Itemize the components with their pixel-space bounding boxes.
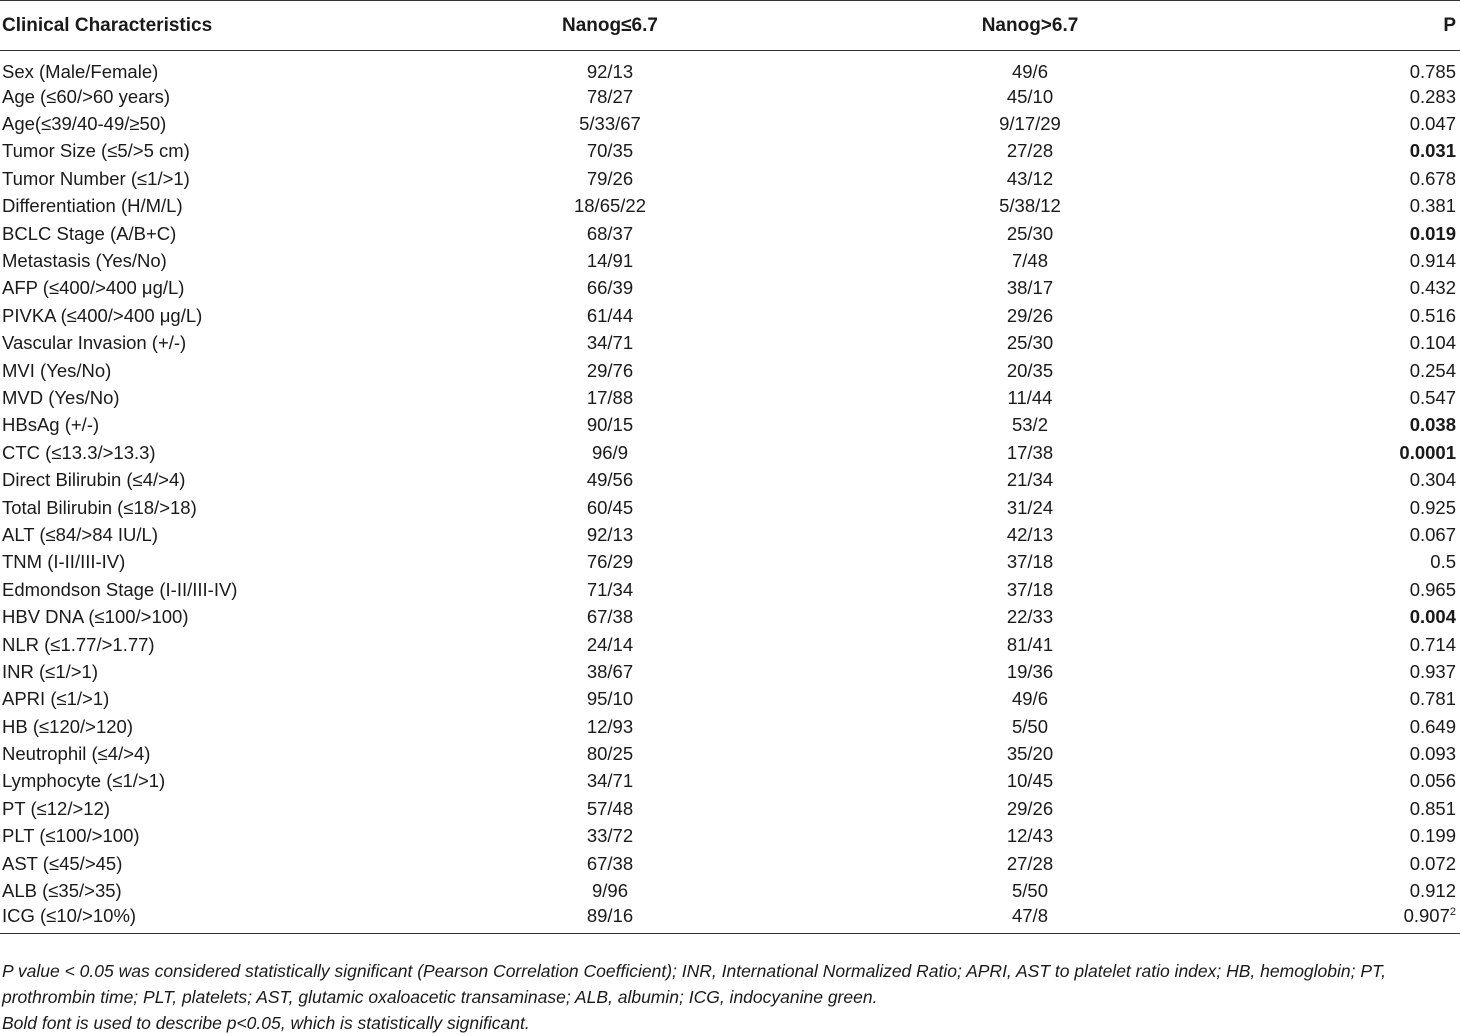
row-nanog-low-value: 96/9 <box>591 441 628 463</box>
row-nanog-high-value: 27/28 <box>1006 140 1054 162</box>
row-characteristic: Differentiation (H/M/L) <box>2 195 183 217</box>
row-nanog-low-value: 92/13 <box>586 61 634 82</box>
p-value-text: 0.199 <box>1409 825 1456 847</box>
p-value-text: 0.304 <box>1409 469 1456 491</box>
row-characteristic: Lymphocyte (≤1/>1) <box>2 770 166 792</box>
row-nanog-low-value: 29/76 <box>586 359 634 381</box>
header-p-value: P <box>1250 1 1460 51</box>
row-p-value <box>1250 193 1460 220</box>
row-nanog-high-value: 5/38/12 <box>999 195 1061 217</box>
row-nanog-high-value: 37/18 <box>1006 551 1054 573</box>
row-nanog-low-value: 9/96 <box>591 880 628 902</box>
row-nanog-low-value: 92/13 <box>586 523 634 545</box>
header-clinical-characteristics: Clinical Characteristics <box>0 1 410 51</box>
row-nanog-high-value: 21/34 <box>1006 469 1054 491</box>
row-p-value <box>1250 549 1460 576</box>
row-characteristic: INR (≤1/>1) <box>2 660 98 682</box>
table-row <box>0 823 1460 850</box>
row-nanog-high-value: 35/20 <box>1006 743 1054 765</box>
row-nanog-high-value: 31/24 <box>1006 496 1054 518</box>
table-row <box>0 384 1460 411</box>
row-nanog-high-value: 49/6 <box>1011 61 1048 82</box>
table-row <box>0 412 1460 439</box>
row-p-value <box>1250 384 1460 411</box>
p-value-text: 0.781 <box>1409 688 1456 710</box>
row-p-value <box>1250 740 1460 767</box>
row-nanog-high-value: 25/30 <box>1006 222 1054 244</box>
row-nanog-high-value: 43/12 <box>1006 167 1054 189</box>
row-characteristic: HBsAg (+/-) <box>2 414 100 436</box>
table-row <box>0 138 1460 165</box>
row-nanog-high-value: 19/36 <box>1006 660 1054 682</box>
row-p-value <box>1250 51 1460 84</box>
row-characteristic: Edmondson Stage (I-II/III-IV) <box>2 578 238 600</box>
row-nanog-high-value: 5/50 <box>1011 880 1048 902</box>
p-value-text: 0.093 <box>1409 743 1456 765</box>
row-characteristic: Total Bilirubin (≤18/>18) <box>2 496 197 518</box>
row-nanog-low-value: 67/38 <box>586 852 634 874</box>
row-nanog-high-value: 11/44 <box>1007 386 1053 408</box>
row-nanog-low-value: 34/71 <box>586 332 634 354</box>
row-nanog-low-value: 68/37 <box>586 222 634 244</box>
row-nanog-high-value: 38/17 <box>1006 277 1054 299</box>
table-row <box>0 302 1460 329</box>
p-value-text: 0.547 <box>1409 386 1456 408</box>
row-nanog-low-value: 18/65/22 <box>573 195 646 217</box>
row-characteristic: Age (≤60/>60 years) <box>2 85 171 107</box>
table-row <box>0 713 1460 740</box>
row-characteristic: PLT (≤100/>100) <box>2 825 140 847</box>
row-p-value <box>1250 275 1460 302</box>
row-p-value <box>1250 576 1460 603</box>
row-nanog-low-value: 17/88 <box>586 386 634 408</box>
row-nanog-low-value: 90/15 <box>586 414 634 436</box>
row-p-value <box>1250 850 1460 877</box>
p-value-text: 0.283 <box>1409 85 1456 107</box>
row-nanog-high-value: 7/48 <box>1011 250 1048 272</box>
row-nanog-high-value: 45/10 <box>1006 85 1054 107</box>
row-nanog-high-value: 29/26 <box>1006 304 1054 326</box>
row-p-value <box>1250 466 1460 493</box>
row-nanog-high-value: 25/30 <box>1006 332 1054 354</box>
row-nanog-high-value: 10/45 <box>1006 770 1054 792</box>
table-row <box>0 51 1460 84</box>
p-value-text: 0.937 <box>1409 660 1456 682</box>
row-nanog-low-value: 78/27 <box>586 85 634 107</box>
p-value-text: 0.432 <box>1409 277 1456 299</box>
row-nanog-high-value: 12/43 <box>1006 825 1054 847</box>
table-row <box>0 220 1460 247</box>
p-value-text: 0.047 <box>1409 113 1456 135</box>
p-value-text: 0.785 <box>1409 61 1456 82</box>
row-nanog-low-value: 76/29 <box>586 551 634 573</box>
row-nanog-low-value: 80/25 <box>586 743 634 765</box>
p-value-text: 0.5 <box>1430 551 1456 573</box>
row-nanog-low-value: 5/33/67 <box>579 113 641 135</box>
header-nanog-high: Nanog>6.7 <box>810 1 1250 51</box>
p-value-text: 0.851 <box>1409 797 1456 819</box>
table-row <box>0 193 1460 220</box>
row-p-value <box>1250 220 1460 247</box>
p-value-text: 0.067 <box>1409 523 1456 545</box>
table-row <box>0 850 1460 877</box>
row-p-value <box>1250 658 1460 685</box>
row-characteristic: Tumor Size (≤5/>5 cm) <box>2 140 190 162</box>
p-value-text: 0.019 <box>1409 222 1456 244</box>
row-nanog-high-value: 17/38 <box>1006 441 1054 463</box>
table-row <box>0 466 1460 493</box>
row-nanog-low-value: 70/35 <box>586 140 634 162</box>
row-nanog-high-value: 81/41 <box>1006 633 1054 655</box>
p-value-text: 0.714 <box>1409 633 1456 655</box>
row-characteristic: AFP (≤400/>400 μg/L) <box>2 277 185 299</box>
row-nanog-high-value: 47/8 <box>810 905 1250 934</box>
row-characteristic: Direct Bilirubin (≤4/>4) <box>2 469 186 491</box>
row-nanog-low-value: 89/16 <box>410 905 810 934</box>
row-nanog-high-value: 9/17/29 <box>999 113 1061 135</box>
table-row <box>0 275 1460 302</box>
row-nanog-low-value: 61/44 <box>586 304 634 326</box>
row-characteristic: CTC (≤13.3/>13.3) <box>2 441 156 463</box>
table-row <box>0 549 1460 576</box>
table-header <box>0 1 1460 51</box>
p-value-text: 0.649 <box>1409 715 1456 737</box>
table-row <box>0 439 1460 466</box>
row-p-value <box>1250 603 1460 630</box>
row-p-value <box>1250 247 1460 274</box>
header-row <box>0 1 1460 51</box>
p-value-text: 0.678 <box>1409 167 1456 189</box>
table-row <box>0 165 1460 192</box>
row-nanog-low-value: 12/93 <box>586 715 634 737</box>
row-characteristic: PT (≤12/>12) <box>2 797 111 819</box>
table-row <box>0 905 1460 934</box>
row-nanog-high-value: 42/13 <box>1006 523 1054 545</box>
p-value-text: 0.914 <box>1409 250 1456 272</box>
p-value-text: 0.912 <box>1409 880 1456 902</box>
row-nanog-high-value: 27/28 <box>1006 852 1054 874</box>
p-value-text: 0.965 <box>1409 578 1456 600</box>
p-value-text: 0.056 <box>1409 770 1456 792</box>
row-p-value <box>1250 521 1460 548</box>
row-nanog-low-value: 14/91 <box>586 250 634 272</box>
table-body <box>0 51 1460 934</box>
row-nanog-low-value: 71/34 <box>586 578 634 600</box>
row-p-value <box>1250 302 1460 329</box>
table-row <box>0 686 1460 713</box>
row-p-value <box>1250 330 1460 357</box>
row-characteristic: HB (≤120/>120) <box>2 715 133 737</box>
p-value-text: 0.104 <box>1409 332 1456 354</box>
row-characteristic: MVD (Yes/No) <box>2 386 120 408</box>
p-value-text: 0.0001 <box>1399 441 1456 463</box>
row-nanog-low-value: 57/48 <box>586 797 634 819</box>
p-value-text: 0.072 <box>1409 852 1456 874</box>
row-p-value <box>1250 138 1460 165</box>
row-p-value <box>1250 357 1460 384</box>
row-p-value <box>1250 631 1460 658</box>
row-nanog-low-value: 60/45 <box>586 496 634 518</box>
row-nanog-low-value: 95/10 <box>586 688 634 710</box>
p-value-text: 0.381 <box>1409 195 1456 217</box>
table-row <box>0 877 1460 904</box>
table-row <box>0 768 1460 795</box>
p-value-text: 0.254 <box>1409 359 1456 381</box>
row-nanog-low-value: 49/56 <box>586 469 634 491</box>
row-characteristic: Neutrophil (≤4/>4) <box>2 743 151 765</box>
table-row <box>0 740 1460 767</box>
p-value-text: 0.038 <box>1409 414 1456 436</box>
row-characteristic: Vascular Invasion (+/-) <box>2 332 187 354</box>
row-characteristic: HBV DNA (≤100/>100) <box>2 606 189 628</box>
p-value-text: 0.925 <box>1409 496 1456 518</box>
row-p-value <box>1250 439 1460 466</box>
row-p-value <box>1250 165 1460 192</box>
table-row <box>0 330 1460 357</box>
row-nanog-high-value: 22/33 <box>1006 606 1054 628</box>
row-p-value <box>1250 768 1460 795</box>
table-row <box>0 603 1460 630</box>
row-characteristic: PIVKA (≤400/>400 μg/L) <box>2 304 203 326</box>
row-p-value <box>1250 412 1460 439</box>
row-p-value <box>1250 83 1460 110</box>
table-row <box>0 631 1460 658</box>
row-p-value <box>1250 823 1460 850</box>
row-characteristic: ALT (≤84/>84 IU/L) <box>2 523 159 545</box>
row-characteristic: Sex (Male/Female) <box>2 61 159 82</box>
row-characteristic: TNM (I-II/III-IV) <box>2 551 126 573</box>
row-characteristic: NLR (≤1.77/>1.77) <box>2 633 155 655</box>
row-characteristic: Tumor Number (≤1/>1) <box>2 167 190 189</box>
table-row <box>0 521 1460 548</box>
row-p-value <box>1250 795 1460 822</box>
p-value-superscript: 2 <box>1449 905 1456 918</box>
table-row <box>0 110 1460 137</box>
row-nanog-high-value: 37/18 <box>1006 578 1054 600</box>
table-row <box>0 357 1460 384</box>
table-row <box>0 795 1460 822</box>
p-value-text: 0.004 <box>1409 606 1456 628</box>
row-nanog-high-value: 29/26 <box>1006 797 1054 819</box>
row-nanog-low-value: 38/67 <box>586 660 634 682</box>
row-p-value <box>1250 713 1460 740</box>
row-nanog-low-value: 24/14 <box>586 633 634 655</box>
row-p-value <box>1250 110 1460 137</box>
row-nanog-low-value: 67/38 <box>586 606 634 628</box>
row-characteristic: AST (≤45/>45) <box>2 852 123 874</box>
row-nanog-low-value: 66/39 <box>586 277 634 299</box>
row-characteristic: ICG (≤10/>10%) <box>0 905 410 934</box>
row-p-value <box>1250 494 1460 521</box>
table-row <box>0 576 1460 603</box>
table-row <box>0 83 1460 110</box>
row-nanog-low-value: 34/71 <box>586 770 634 792</box>
row-characteristic: Age(≤39/40-49/≥50) <box>2 113 167 135</box>
row-nanog-high-value: 53/2 <box>1011 414 1048 436</box>
header-nanog-low: Nanog≤6.7 <box>410 1 810 51</box>
row-characteristic: APRI (≤1/>1) <box>2 688 110 710</box>
row-nanog-low-value: 33/72 <box>586 825 634 847</box>
row-characteristic: ALB (≤35/>35) <box>2 880 122 902</box>
table-footnote <box>2 958 1458 1036</box>
p-value-text: 0.907 <box>1403 904 1450 926</box>
p-value-text: 0.516 <box>1409 304 1456 326</box>
table-row <box>0 494 1460 521</box>
row-nanog-high-value: 49/6 <box>1011 688 1048 710</box>
footnote-bold-explanation: Bold font is used to describe p<0.05, which is statistically significant. <box>2 1013 530 1033</box>
row-p-value <box>1250 686 1460 713</box>
row-p-value <box>1250 905 1460 934</box>
row-characteristic: BCLC Stage (A/B+C) <box>2 222 177 244</box>
row-characteristic: Metastasis (Yes/No) <box>2 250 167 272</box>
row-characteristic: MVI (Yes/No) <box>2 359 112 381</box>
table-row <box>0 247 1460 274</box>
p-value-text: 0.031 <box>1409 140 1456 162</box>
footnote-abbreviations: P value < 0.05 was considered statistically significant (Pearson Correlation Coefficient); INR, International Normalized Ratio; APRI, AST to platelet ratio index; HB, hemoglobin; PT, prothrombin time; PLT, platelets; AST, glutamic oxaloacetic transaminase; ALB, albumin; ICG, indocyanine green. <box>2 961 1386 1007</box>
row-nanog-high-value: 5/50 <box>1011 715 1048 737</box>
row-p-value <box>1250 877 1460 904</box>
row-nanog-low-value: 79/26 <box>586 167 634 189</box>
row-nanog-high-value: 20/35 <box>1006 359 1054 381</box>
table-row <box>0 658 1460 685</box>
